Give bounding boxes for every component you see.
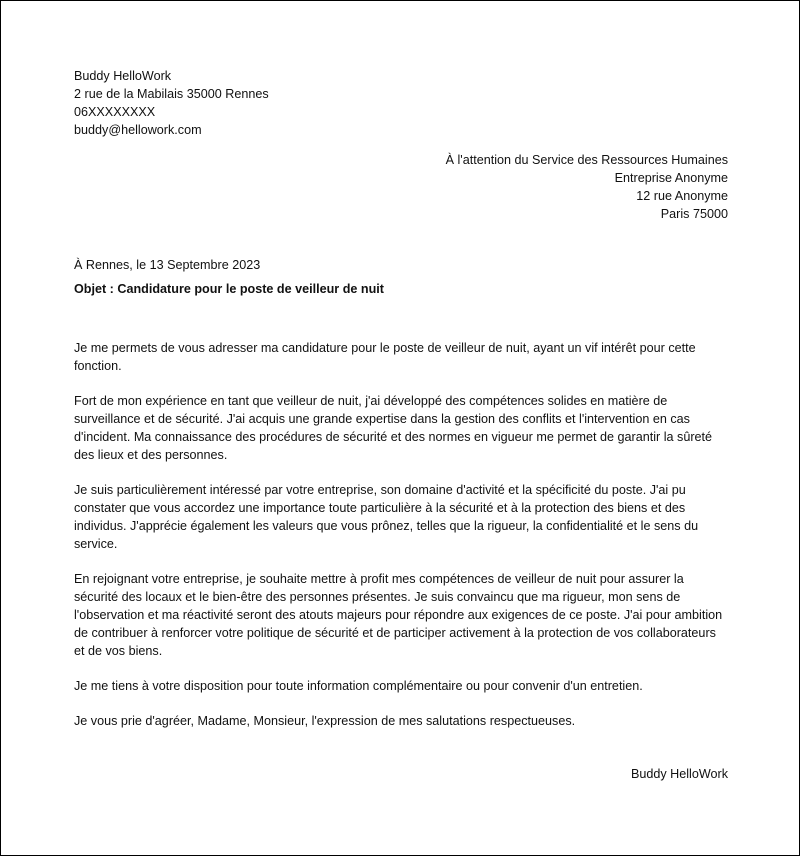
recipient-company: Entreprise Anonyme [614, 171, 728, 185]
recipient-block [74, 151, 728, 223]
letter-content [74, 67, 728, 783]
paragraph-closing: Je vous prie d'agréer, Madame, Monsieur, l'expression de mes salutations respectueuses. [74, 714, 576, 728]
recipient-city: Paris 75000 [660, 207, 728, 221]
sender-email: buddy@hellowork.com [74, 123, 202, 137]
letter-body [74, 339, 728, 730]
recipient-street: 12 rue Anonyme [636, 189, 728, 203]
date-line: À Rennes, le 13 Septembre 2023 [74, 258, 261, 272]
paragraph-motivation: En rejoignant votre entreprise, je souhaite mettre à profit mes compétences de veilleur de nuit pour assurer la sécurité des locaux et le bien-être des personnes présentes. Je suis convaincu que ma rigueur, mon sens de l'observation et ma réactivité seront des atouts majeurs pour répondre aux exigences de ce poste. J'ai pour ambition de contribuer à renforcer votre politique de sécurité et de participer activement à la protection de vos collaborateurs et de vos biens. [74, 572, 723, 658]
signature: Buddy HelloWork [630, 767, 728, 781]
sender-block [74, 67, 728, 139]
paragraph-experience: Fort de mon expérience en tant que veilleur de nuit, j'ai développé des compétences solides en matière de surveillance et de sécurité. J'ai acquis une grande expertise dans la gestion des conflits et l'intervention en cas d'incident. Ma connaissance des procédures de sécurité et des normes en vigueur me permet de garantir la sûreté des lieux et des personnes. [74, 394, 713, 462]
recipient-attention: À l'attention du Service des Ressources Humaines [445, 153, 728, 167]
sender-address: 2 rue de la Mabilais 35000 Rennes [74, 87, 269, 101]
paragraph-availability: Je me tiens à votre disposition pour toute information complémentaire ou pour convenir d'un entretien. [74, 679, 643, 693]
paragraph-intro: Je me permets de vous adresser ma candidature pour le poste de veilleur de nuit, ayant un vif intérêt pour cette fonction. [74, 341, 696, 373]
sender-phone: 06XXXXXXXX [74, 105, 156, 119]
sender-name: Buddy HelloWork [74, 69, 172, 83]
subject-line: Objet : Candidature pour le poste de veilleur de nuit [74, 282, 384, 296]
paragraph-interest: Je suis particulièrement intéressé par votre entreprise, son domaine d'activité et la spécificité du poste. J'ai pu constater que vous accordez une importance toute particulière à la sécurité et à la protection des biens et des individus. J'apprécie également les valeurs que vous prônez, telles que la rigueur, la confidentialité et le sens du service. [74, 483, 699, 551]
